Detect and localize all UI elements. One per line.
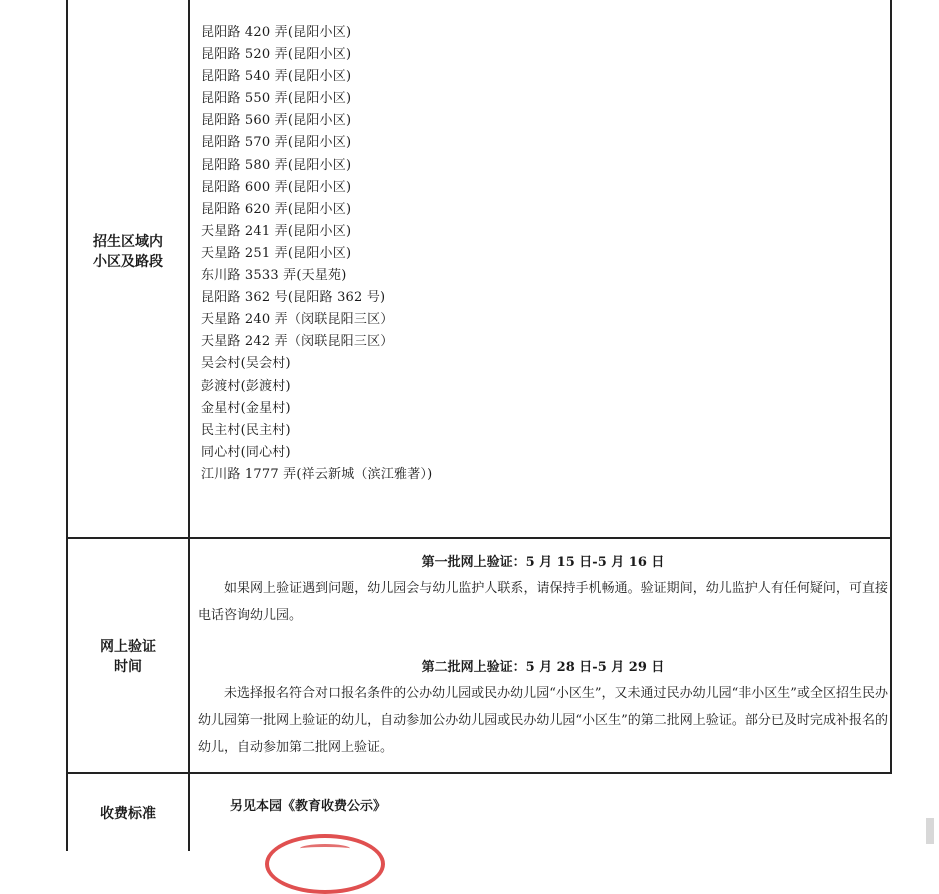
address-item: 昆阳路 570 弄(昆阳小区) — [201, 135, 352, 151]
address-item: 天星路 240 弄（闵联昆阳三区） — [201, 312, 394, 328]
row-divider-2 — [66, 772, 892, 774]
first-batch-section — [198, 551, 888, 629]
scan-edge-mark — [926, 818, 934, 844]
area-row-label — [68, 232, 188, 272]
fee-text: 另见本园《教育收费公示》 — [230, 799, 387, 814]
address-item: 昆阳路 420 弄(昆阳小区) — [201, 25, 352, 40]
seal-arc-icon — [300, 844, 350, 853]
verify-row-label — [68, 637, 188, 677]
address-item: 昆阳路 550 弄(昆阳小区) — [201, 91, 352, 107]
address-item: 同心村(同心村) — [201, 444, 291, 460]
address-item: 昆阳路 580 弄(昆阳小区) — [201, 157, 352, 173]
first-batch-title: 第一批网上验证：5 月 15 日-5 月 16 日 — [421, 555, 665, 570]
table-right-border — [890, 0, 892, 774]
address-item: 天星路 242 弄（闵联昆阳三区） — [201, 334, 394, 350]
address-item: 天星路 241 弄(昆阳小区) — [201, 223, 352, 239]
address-item: 昆阳路 620 弄(昆阳小区) — [201, 201, 352, 217]
second-batch-title: 第二批网上验证：5 月 28 日-5 月 29 日 — [421, 660, 665, 675]
address-item: 昆阳路 560 弄(昆阳小区) — [201, 113, 352, 129]
address-item: 金星村(金星村) — [201, 400, 291, 416]
table-column-divider — [188, 0, 190, 851]
official-seal-icon — [265, 834, 385, 894]
second-batch-body: 未选择报名符合对口报名条件的公办幼儿园或民办幼儿园“小区生”，又未通过民办幼儿园“非小区生”或全区招生民办幼儿园第一批网上验证的幼儿，自动参加公办幼儿园或民办幼儿园“小区生”的第二批网上验证。部分已及时完成补报名的幼儿，自动参加第二批网上验证。 — [198, 686, 888, 755]
first-batch-body: 如果网上验证遇到问题，幼儿园会与幼儿监护人联系，请保持手机畅通。验证期间，幼儿监护人有任何疑问，可直接电话咨询幼儿园。 — [198, 581, 888, 623]
address-item: 民主村(民主村) — [201, 422, 291, 438]
row-divider-1 — [66, 537, 892, 539]
verify-label-line-1: 网上验证 — [100, 639, 156, 655]
area-label-line-1: 招生区域内 — [93, 234, 163, 250]
table-left-border — [66, 0, 68, 851]
second-batch-section — [198, 656, 888, 761]
address-item: 昆阳路 520 弄(昆阳小区) — [201, 47, 352, 63]
address-list — [201, 22, 432, 486]
area-label-line-2: 小区及路段 — [93, 254, 163, 270]
address-item: 昆阳路 540 弄(昆阳小区) — [201, 69, 352, 85]
address-item: 彭渡村(彭渡村) — [201, 378, 291, 394]
verify-label-line-2: 时间 — [114, 659, 142, 675]
address-item: 昆阳路 600 弄(昆阳小区) — [201, 179, 352, 195]
fee-row-label: 收费标准 — [100, 806, 156, 822]
address-item: 东川路 3533 弄(天星苑) — [201, 268, 347, 284]
address-item: 天星路 251 弄(昆阳小区) — [201, 245, 352, 261]
address-item: 江川路 1777 弄(祥云新城（滨江雅著）) — [201, 466, 433, 482]
address-item: 昆阳路 362 号(昆阳路 362 号) — [201, 290, 386, 306]
address-item: 吴会村(吴会村) — [201, 356, 291, 372]
